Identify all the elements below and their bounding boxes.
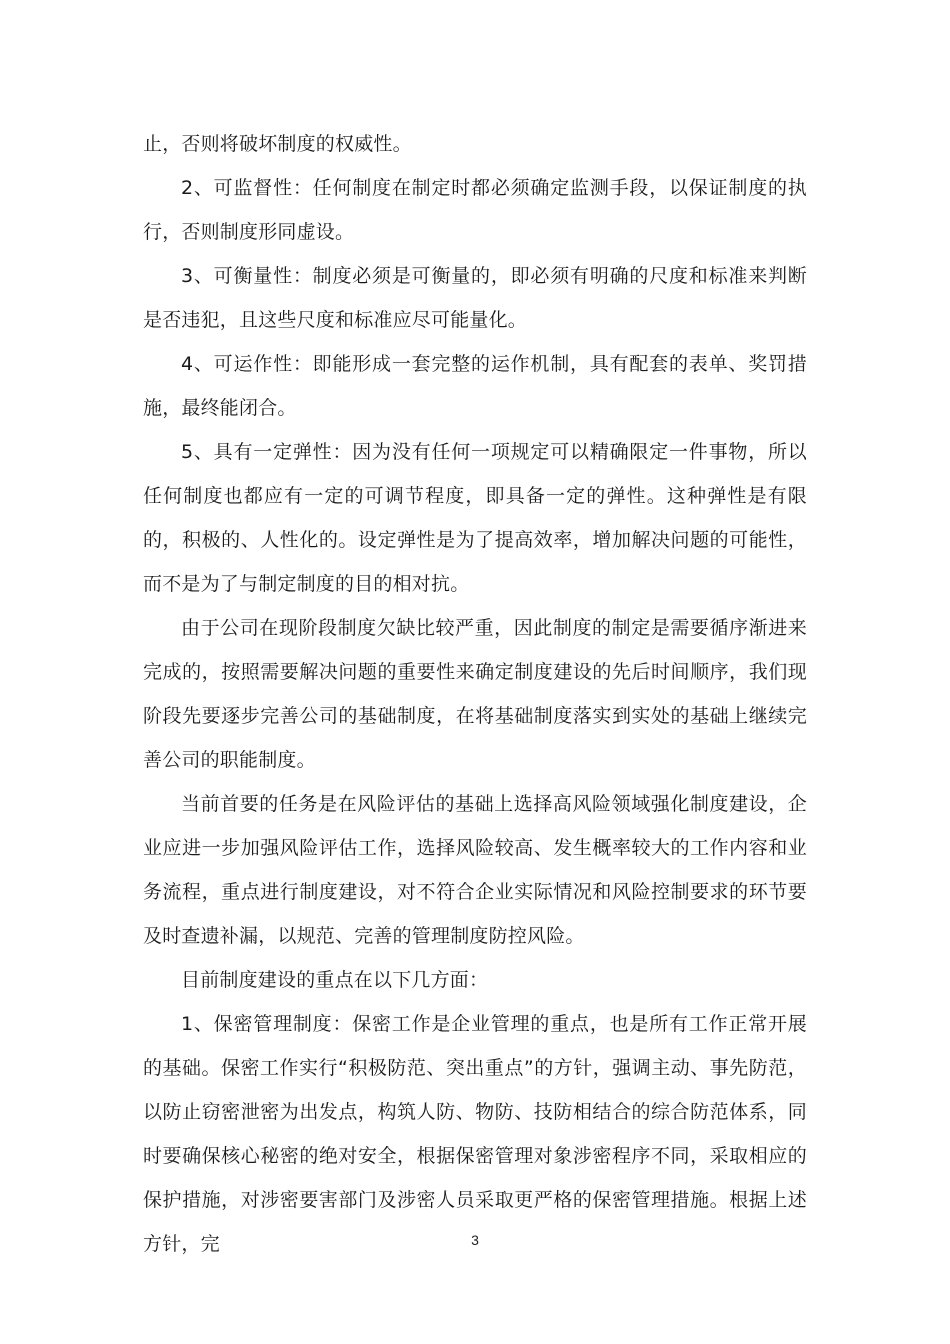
- paragraph-flexibility: 5、具有一定弹性：因为没有任何一项规定可以精确限定一件事物，所以任何制度也都应有一定的可调节程度，即具备一定的弹性。这种弹性是有限的，积极的、人性化的。设定弹性是为了提高效率，增加解决问题的可能性，而不是为了与制定制度的目的相对抗。: [143, 441, 807, 595]
- paragraph-focus-intro: 目前制度建设的重点在以下几方面：: [181, 969, 489, 991]
- paragraph-continuation: 止，否则将破坏制度的权威性。: [143, 133, 412, 155]
- paragraph-primary-task: 当前首要的任务是在风险评估的基础上选择高风险领域强化制度建设，企业应进一步加强风险评估工作，选择风险较高、发生概率较大的工作内容和业务流程，重点进行制度建设，对不符合企业实际情况和风险控制要求的环节要及时查遗补漏，以规范、完善的管理制度防控风险。: [143, 793, 807, 947]
- paragraph-supervisability: 2、可监督性：任何制度在制定时都必须确定监测手段，以保证制度的执行，否则制度形同虚设。: [143, 177, 807, 243]
- page-number: 3: [471, 1232, 479, 1248]
- paragraph-measurability: 3、可衡量性：制度必须是可衡量的，即必须有明确的尺度和标准来判断是否违犯，且这些尺度和标准应尽可能量化。: [143, 265, 807, 331]
- paragraph-operability: 4、可运作性：即能形成一套完整的运作机制，具有配套的表单、奖罚措施，最终能闭合。: [143, 353, 807, 419]
- paragraph-confidentiality: 1、保密管理制度：保密工作是企业管理的重点，也是所有工作正常开展的基础。保密工作实行“积极防范、突出重点”的方针，强调主动、事先防范，以防止窃密泄密为出发点，构筑人防、物防、技防相结合的综合防范体系，同时要确保核心秘密的绝对安全，根据保密管理对象涉密程序不同，采取相应的保护措施，对涉密要害部门及涉密人员采取更严格的保密管理措施。根据上述方针，完: [143, 1013, 807, 1255]
- document-body: [143, 122, 807, 1266]
- paragraph-current-stage: 由于公司在现阶段制度欠缺比较严重，因此制度的制定是需要循序渐进来完成的，按照需要解决问题的重要性来确定制度建设的先后时间顺序，我们现阶段先要逐步完善公司的基础制度，在将基础制度落实到实处的基础上继续完善公司的职能制度。: [143, 617, 807, 771]
